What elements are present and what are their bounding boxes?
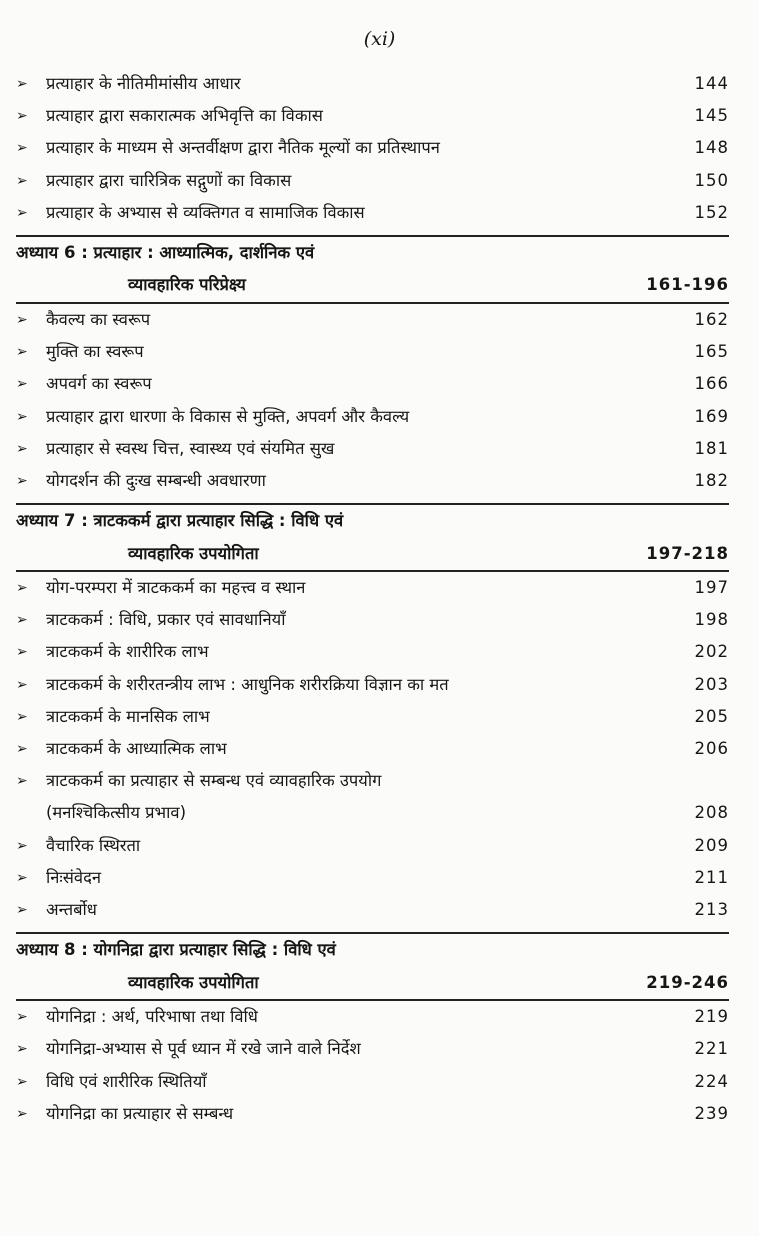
arrow-bullet-icon: ➢: [16, 644, 28, 661]
page-number: (xi): [363, 28, 396, 50]
entry-page: 219: [694, 1007, 729, 1027]
chapter-title-line2: व्यावहारिक उपयोगिता: [128, 543, 259, 563]
entry-title: योगनिद्रा-अभ्यास से पूर्व ध्यान में रखे जाने वाले निर्देश: [46, 1039, 361, 1059]
entry-title: त्राटककर्म के आध्यात्मिक लाभ: [46, 739, 227, 758]
arrow-bullet-icon: ➢: [16, 773, 28, 790]
entry-title: वैचारिक स्थिरता: [46, 835, 141, 855]
entry-page: 208: [694, 803, 729, 823]
entry-page: 181: [694, 438, 729, 458]
chapter-heading-cont[interactable]: [16, 538, 729, 573]
chapter-heading[interactable]: [16, 503, 729, 538]
entry-page: 197: [694, 578, 729, 598]
entry-page: 166: [694, 374, 729, 394]
entry-page: 169: [694, 406, 729, 426]
table-of-contents: [16, 68, 729, 1130]
arrow-bullet-icon: ➢: [16, 1105, 28, 1122]
entry-page: 144: [694, 74, 729, 93]
entry-page: 209: [694, 835, 729, 855]
arrow-bullet-icon: ➢: [16, 344, 28, 361]
entry-title: त्राटककर्म के शारीरिक लाभ: [46, 642, 209, 662]
chapter-heading-cont[interactable]: [16, 269, 729, 304]
entry-title: अन्तर्बोध: [46, 899, 97, 919]
entry-page: 182: [694, 470, 729, 490]
toc-entry[interactable]: [16, 132, 729, 164]
chapter-heading[interactable]: [16, 932, 729, 967]
toc-entry[interactable]: [16, 401, 729, 433]
entry-title: त्राटककर्म के शरीरतन्त्रीय लाभ : आधुनिक शरीरक्रिया विज्ञान का मत: [46, 674, 449, 694]
entry-title: प्रत्याहार द्वारा धारणा के विकास से मुक्ति, अपवर्ग और कैवल्य: [46, 406, 410, 426]
chapter-title-line1: अध्याय 8 : योगनिद्रा द्वारा प्रत्याहार सिद्धि : विधि एवं: [16, 940, 336, 960]
chapter-title-line2: व्यावहारिक परिप्रेक्ष्य: [128, 275, 246, 295]
chapter-heading[interactable]: [16, 235, 729, 270]
toc-entry[interactable]: [16, 765, 729, 829]
arrow-bullet-icon: ➢: [16, 172, 28, 189]
entry-title: निःसंवेदन: [46, 867, 102, 887]
arrow-bullet-icon: ➢: [16, 1009, 28, 1026]
entry-title: त्राटककर्म के मानसिक लाभ: [46, 706, 210, 726]
arrow-bullet-icon: ➢: [16, 311, 28, 328]
chapter-heading-cont[interactable]: [16, 967, 729, 1002]
toc-entry[interactable]: [16, 68, 729, 100]
arrow-bullet-icon: ➢: [16, 204, 28, 221]
arrow-bullet-icon: ➢: [16, 580, 28, 597]
toc-entry[interactable]: [16, 368, 729, 400]
entry-page: 152: [694, 202, 729, 222]
toc-entry[interactable]: [16, 701, 729, 733]
toc-entry[interactable]: [16, 636, 729, 668]
entry-page: 239: [694, 1103, 729, 1123]
entry-page: 205: [694, 706, 729, 726]
entry-title: प्रत्याहार द्वारा चारित्रिक सद्गुणों का विकास: [46, 170, 292, 190]
arrow-bullet-icon: ➢: [16, 472, 28, 489]
entry-title: प्रत्याहार द्वारा सकारात्मक अभिवृत्ति का विकास: [46, 106, 323, 126]
entry-title: योगनिद्रा का प्रत्याहार से सम्बन्ध: [46, 1103, 234, 1123]
entry-title: योग-परम्परा में त्राटककर्म का महत्त्व व स्थान: [46, 578, 306, 598]
entry-title: त्राटककर्म : विधि, प्रकार एवं सावधानियाँ: [46, 610, 286, 630]
entry-title: प्रत्याहार के अभ्यास से व्यक्तिगत व सामाजिक विकास: [46, 202, 365, 222]
arrow-bullet-icon: ➢: [16, 76, 28, 92]
entry-page: 145: [694, 106, 729, 126]
chapter-page-range: 197-218: [646, 543, 729, 563]
toc-entry[interactable]: [16, 336, 729, 368]
entry-page: 221: [694, 1039, 729, 1059]
toc-entry[interactable]: [16, 894, 729, 926]
arrow-bullet-icon: ➢: [16, 901, 28, 918]
entry-page: 213: [694, 899, 729, 919]
toc-entry[interactable]: [16, 830, 729, 862]
toc-entry[interactable]: [16, 604, 729, 636]
arrow-bullet-icon: ➢: [16, 440, 28, 457]
chapter-title-line1: अध्याय 7 : त्राटककर्म द्वारा प्रत्याहार सिद्धि : विधि एवं: [16, 511, 344, 531]
toc-entry[interactable]: [16, 197, 729, 229]
arrow-bullet-icon: ➢: [16, 1041, 28, 1058]
entry-title: योगदर्शन की दुःख सम्बन्धी अवधारणा: [46, 470, 266, 490]
entry-page: 148: [694, 138, 729, 158]
entry-page: 203: [694, 674, 729, 694]
toc-entry[interactable]: [16, 862, 729, 894]
arrow-bullet-icon: ➢: [16, 408, 28, 425]
toc-entry[interactable]: [16, 465, 729, 497]
toc-entry[interactable]: [16, 733, 729, 765]
arrow-bullet-icon: ➢: [16, 108, 28, 125]
arrow-bullet-icon: ➢: [16, 837, 28, 854]
arrow-bullet-icon: ➢: [16, 676, 28, 693]
entry-title: कैवल्य का स्वरूप: [46, 309, 151, 329]
arrow-bullet-icon: ➢: [16, 376, 28, 393]
entry-page: 202: [694, 642, 729, 662]
toc-entry[interactable]: [16, 572, 729, 604]
arrow-bullet-icon: ➢: [16, 741, 28, 757]
toc-entry[interactable]: [16, 1066, 729, 1098]
toc-entry[interactable]: [16, 304, 729, 336]
arrow-bullet-icon: ➢: [16, 612, 28, 629]
chapter-title-line2: व्यावहारिक उपयोगिता: [128, 972, 259, 992]
toc-entry[interactable]: [16, 1001, 729, 1033]
entry-page: 165: [694, 342, 729, 362]
entry-title-continued: (मनश्चिकित्सीय प्रभाव): [46, 803, 187, 823]
entry-title: मुक्ति का स्वरूप: [46, 342, 144, 362]
entry-title: त्राटककर्म का प्रत्याहार से सम्बन्ध एवं व्यावहारिक उपयोग: [46, 771, 382, 791]
entry-title: प्रत्याहार से स्वस्थ चित्त, स्वास्थ्य एवं संयमित सुख: [46, 438, 335, 458]
toc-entry[interactable]: [16, 1098, 729, 1130]
entry-title: विधि एवं शारीरिक स्थितियाँ: [46, 1071, 207, 1091]
entry-title: प्रत्याहार के माध्यम से अन्तर्वीक्षण द्वारा नैतिक मूल्यों का प्रतिस्थापन: [46, 138, 440, 158]
toc-entry[interactable]: [16, 1033, 729, 1065]
entry-page: 162: [694, 309, 729, 329]
toc-entry[interactable]: [16, 100, 729, 132]
entry-page: 206: [694, 739, 729, 758]
arrow-bullet-icon: ➢: [16, 708, 28, 725]
entry-page: 211: [694, 867, 729, 887]
chapter-page-range: 161-196: [646, 275, 729, 295]
entry-title: योगनिद्रा : अर्थ, परिभाषा तथा विधि: [46, 1007, 258, 1027]
toc-entry[interactable]: [16, 669, 729, 701]
arrow-bullet-icon: ➢: [16, 869, 28, 886]
toc-entry[interactable]: [16, 433, 729, 465]
arrow-bullet-icon: ➢: [16, 1073, 28, 1090]
arrow-bullet-icon: ➢: [16, 140, 28, 157]
chapter-title-line1: अध्याय 6 : प्रत्याहार : आध्यात्मिक, दार्शनिक एवं: [16, 242, 315, 262]
entry-title: प्रत्याहार के नीतिमीमांसीय आधार: [46, 74, 241, 93]
toc-entry[interactable]: [16, 165, 729, 197]
chapter-page-range: 219-246: [646, 972, 729, 992]
entry-page: 150: [694, 170, 729, 190]
entry-title: अपवर्ग का स्वरूप: [46, 374, 152, 394]
entry-page: 198: [694, 610, 729, 630]
entry-page: 224: [694, 1071, 729, 1091]
